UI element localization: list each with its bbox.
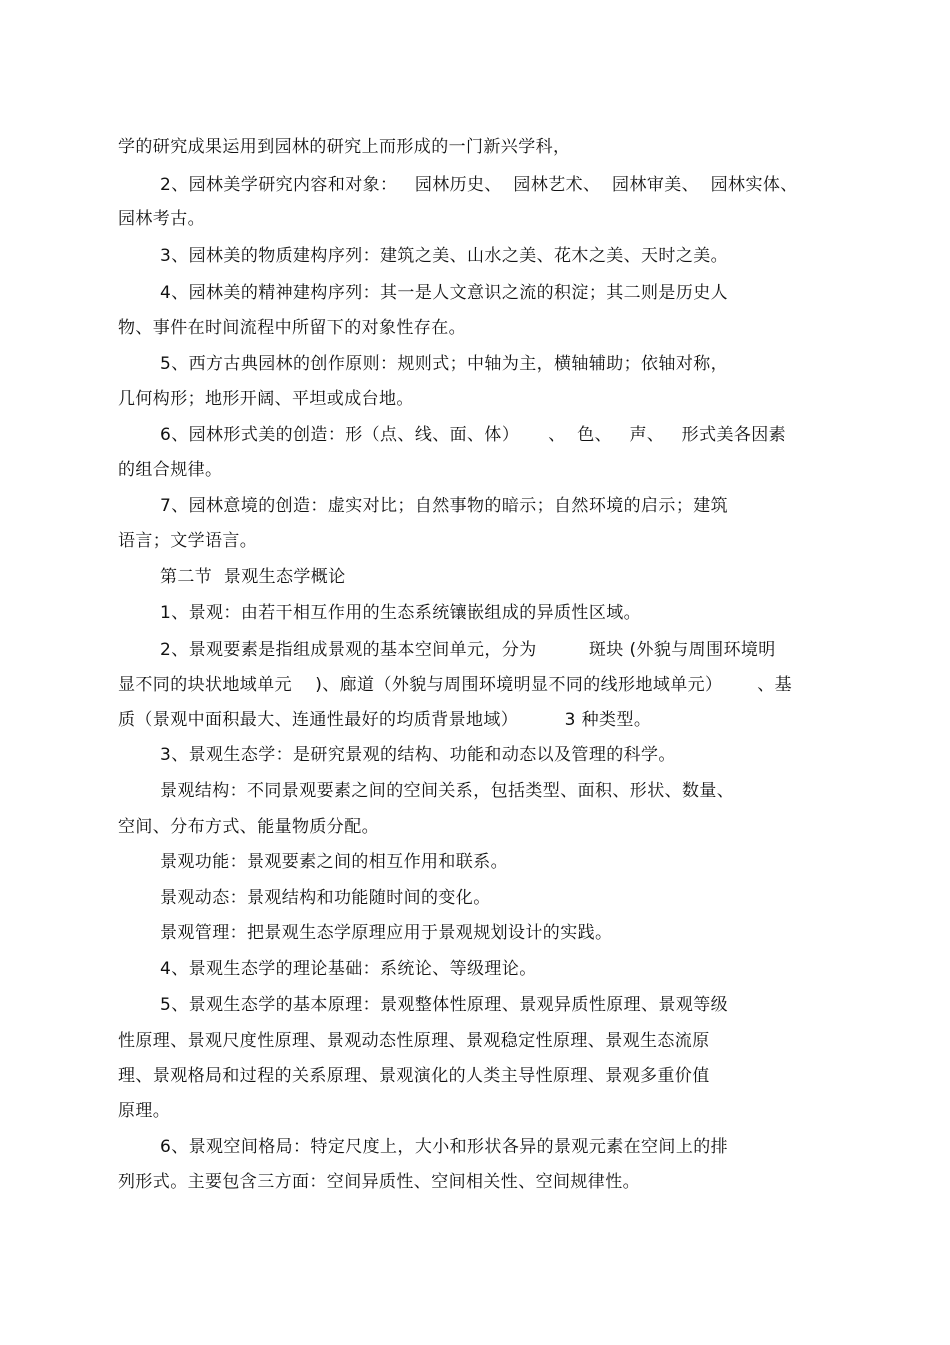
text-line: 原理。: [118, 1101, 171, 1121]
text-line: 园林考古。: [118, 209, 205, 229]
text-line: 景观动态：景观结构和功能随时间的变化。: [160, 888, 491, 908]
text-line: 景观管理：把景观生态学原理应用于景观规划设计的实践。: [160, 923, 613, 943]
text-line: 显不同的块状地域单元 )、廊道（外貌与周围环境明显不同的线形地域单元） 、基: [118, 675, 793, 695]
text-line: 2、景观要素是指组成景观的基本空间单元，分为 斑块 (外貌与周围环境明: [160, 640, 776, 660]
text-line: 列形式。主要包含三方面：空间异质性、空间相关性、空间规律性。: [118, 1172, 640, 1192]
text-line: 的组合规律。: [118, 460, 223, 480]
text-line: 7、园林意境的创造：虚实对比；自然事物的暗示；自然环境的启示；建筑: [160, 496, 729, 516]
text-line: 景观功能：景观要素之间的相互作用和联系。: [160, 852, 508, 872]
section-heading: 第二节 景观生态学概论: [160, 567, 346, 587]
text-line: 性原理、景观尺度性原理、景观动态性原理、景观稳定性原理、景观生态流原: [118, 1031, 710, 1051]
text-line: 4、园林美的精神建构序列：其一是人文意识之流的积淀；其二则是历史人: [160, 283, 729, 303]
text-line: 3、园林美的物质建构序列：建筑之美、山水之美、花木之美、天时之美。: [160, 246, 729, 266]
text-line: 5、景观生态学的基本原理：景观整体性原理、景观异质性原理、景观等级: [160, 995, 729, 1015]
text-line: 空间、分布方式、能量物质分配。: [118, 817, 379, 837]
text-line: 物、事件在时间流程中所留下的对象性存在。: [118, 318, 466, 338]
text-line: 4、景观生态学的理论基础：系统论、等级理论。: [160, 959, 537, 979]
text-line: 理、景观格局和过程的关系原理、景观演化的人类主导性原理、景观多重价值: [118, 1066, 710, 1086]
text-line: 1、景观：由若干相互作用的生态系统镶嵌组成的异质性区域。: [160, 603, 642, 623]
text-line: 2、园林美学研究内容和对象： 园林历史、 园林艺术、 园林审美、 园林实体、: [160, 175, 798, 195]
text-line: 质（景观中面积最大、连通性最好的均质背景地域） 3 种类型。: [118, 710, 652, 730]
text-line: 5、西方古典园林的创作原则：规则式；中轴为主，横轴辅助；依轴对称，: [160, 354, 729, 374]
text-line: 几何构形；地形开阔、平坦或成台地。: [118, 389, 414, 409]
text-line: 景观结构：不同景观要素之间的空间关系，包括类型、面积、形状、数量、: [160, 781, 735, 801]
text-line: 3、景观生态学：是研究景观的结构、功能和动态以及管理的科学。: [160, 745, 676, 765]
text-line: 6、园林形式美的创造：形（点、线、面、体） 、 色、 声、 形式美各因素: [160, 425, 787, 445]
text-line: 语言；文学语言。: [118, 531, 258, 551]
text-line: 6、景观空间格局：特定尺度上，大小和形状各异的景观元素在空间上的排: [160, 1137, 729, 1157]
text-line: 学的研究成果运用到园林的研究上而形成的一门新兴学科，: [118, 137, 571, 157]
